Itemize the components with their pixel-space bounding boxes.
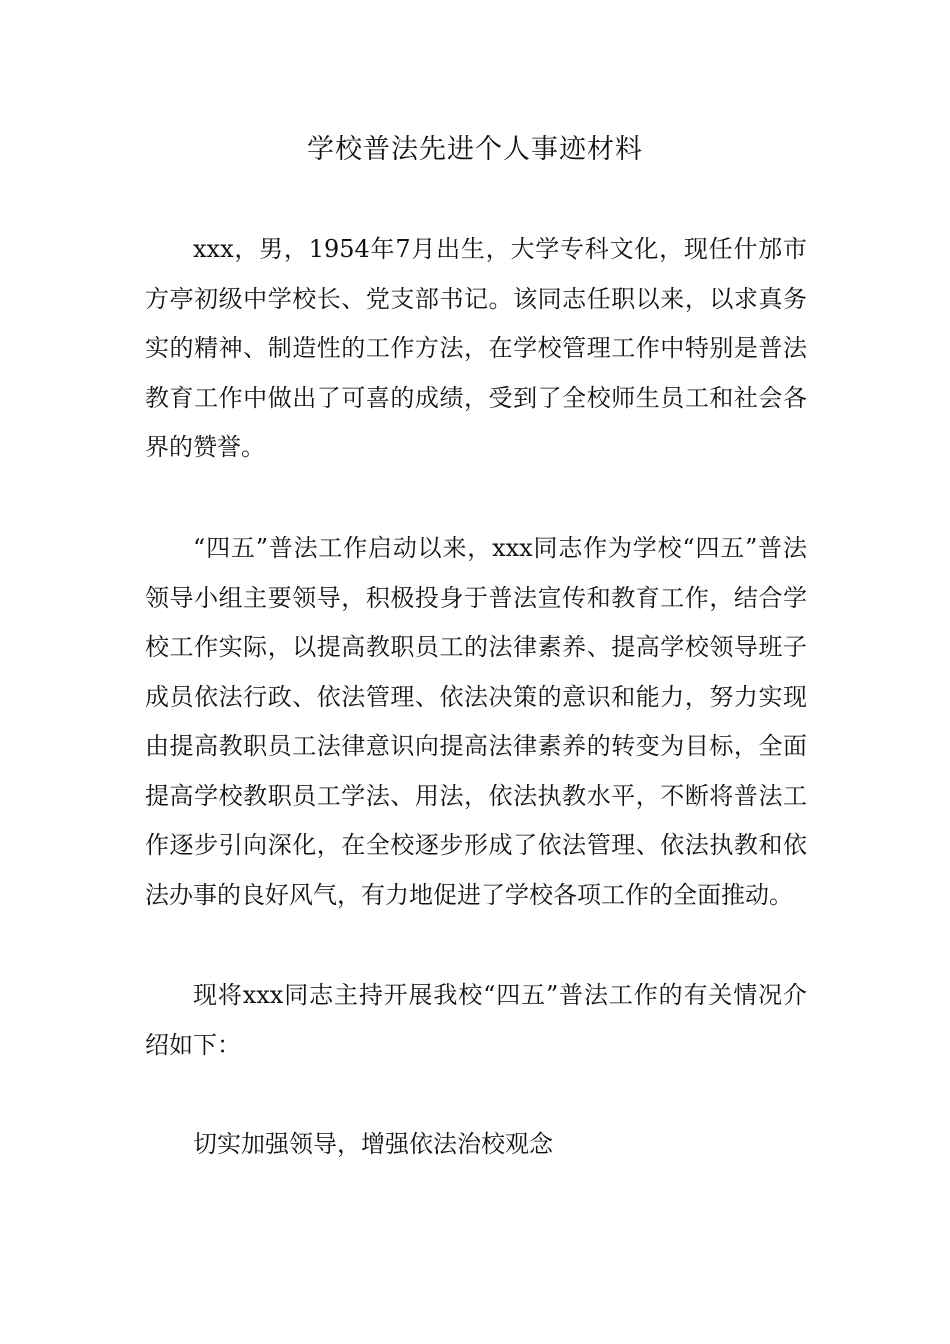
section-heading: 切实加强领导，增强依法治校观念 <box>193 1130 553 1158</box>
paragraph-work-summary: “四五”普法工作启动以来，xxx同志作为学校“四五”普法领导小组主要领导，积极投身于普法宣传和教育工作，结合学校工作实际，以提高教职员工的法律素养、提高学校领导班子成员依法行政、依法管理、依法决策的意识和能力，努力实现由提高教职员工法律意识向提高法律素养的转变为目标，全面提高学校教职员工学法、用法，依法执教水平，不断将普法工作逐步引向深化，在全校逐步形成了依法管理、依法执教和依法办事的良好风气，有力地促进了学校各项工作的全面推动。 <box>145 534 807 909</box>
paragraph-intro: xxx，男，1954年7月出生，大学专科文化，现任什邡市方亭初级中学校长、党支部书记。该同志任职以来，以求真务实的精神、制造性的工作方法，在学校管理工作中特别是普法教育工作中做出了可喜的成绩，受到了全校师生员工和社会各界的赞誉。 <box>145 235 807 461</box>
paragraph-introduction-lead: 现将xxx同志主持开展我校“四五”普法工作的有关情况介绍如下： <box>145 981 807 1059</box>
document-title: 学校普法先进个人事迹材料 <box>307 134 643 165</box>
